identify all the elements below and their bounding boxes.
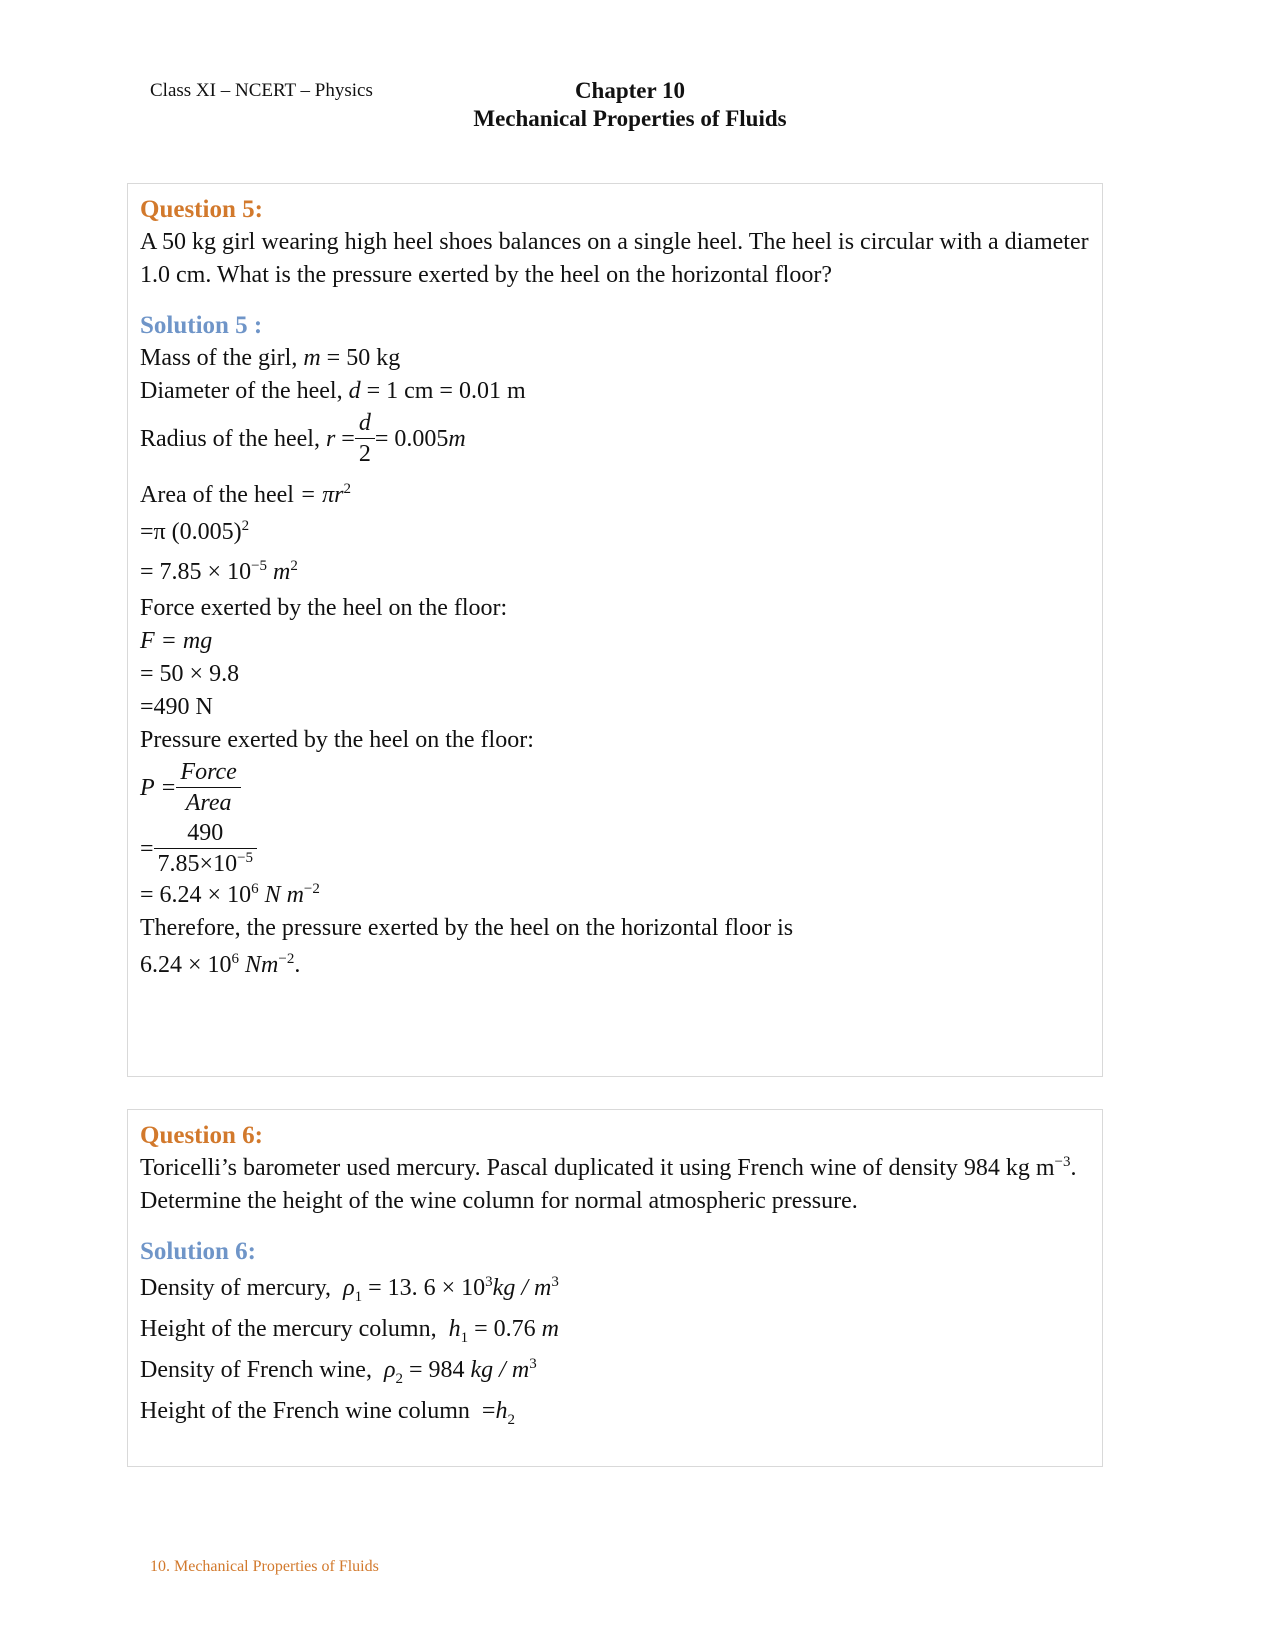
mercury-height-line: Height of the mercury column, $h_1 = 0.76$ m (140, 1316, 559, 1346)
question-6-title: Question 6: (140, 1122, 263, 1149)
solution-6-title: Solution 6: (140, 1238, 257, 1265)
pressure-substitution: = $\frac{490}{7.85\times 10^{-5}}$ (140, 818, 1090, 879)
diameter-line: Diameter of the heel, d = 1 cm = 0.01 m (140, 378, 526, 404)
force-value: =490 N (140, 694, 213, 720)
conclusion-value: $6.24 \times 10^6$ $Nm^{-2}$. (140, 951, 301, 978)
header-chapter (460, 77, 800, 133)
question-5-title: Question 5: (140, 196, 263, 223)
question-5-box (127, 183, 1103, 1077)
force-heading: Force exerted by the heel on the floor: (140, 595, 508, 621)
radius-line: Radius of the heel, r = $\frac{d}{2}$ = 0.005 m (140, 410, 466, 467)
force-formula: F = mg (140, 628, 213, 654)
pressure-formula: P = $\frac{\text{Force}}{\text{Area}}$ (140, 757, 1090, 818)
area-value: = $7.85 \times 10^{-5}$ $m^2$ (140, 558, 298, 585)
wine-density-line: Density of French wine, $\rho_2 = 984$ kg / $m^3$ (140, 1356, 537, 1387)
mercury-density-line: Density of mercury, $\rho_1 = 13$. $6 \times 10^3kg / m^3$ (140, 1274, 559, 1305)
wine-height-line: Height of the French wine column $=h_2$ (140, 1398, 515, 1428)
pressure-result: = $6.24 \times 10^6$ N $m^{-2}$ (140, 881, 320, 908)
question-6-box (127, 1109, 1103, 1467)
mass-line: Mass of the girl, m = 50 kg (140, 345, 401, 371)
question-6-text: Toricelli’s barometer used mercury. Pascal duplicated it using French wine of density 984 kg $m^{-3}$. Determine the height of the wine column for normal atmospheric pressure. (140, 1154, 1077, 1214)
page-footer: 10. Mechanical Properties of Fluids (150, 1558, 379, 1575)
area-line: Area of the heel = $\pi r^2$ (140, 481, 351, 508)
pressure-fraction: $\frac{\text{Force}}{\text{Area}}$ (176, 757, 240, 818)
force-substitution: = 50 × 9.8 (140, 661, 240, 687)
area-substitution: =π $(0.005)^2$ (140, 518, 250, 545)
pressure-sub-fraction: $\frac{490}{7.85\times 10^{-5}}$ (154, 818, 258, 879)
conclusion-text: Therefore, the pressure exerted by the heel on the horizontal floor is (140, 915, 794, 941)
radius-fraction: $\frac{d}{2}$ (355, 408, 375, 469)
question-5-text: A 50 kg girl wearing high heel shoes balances on a single heel. The heel is circular with a diameter 1.0 cm. What is the pressure exerted by the heel on the horizontal floor? (140, 229, 1089, 288)
header-course: Class XI – NCERT – Physics (150, 80, 373, 101)
solution-5-title: Solution 5 : (140, 312, 263, 339)
chapter-number: Chapter 10 (574, 78, 686, 103)
pressure-heading: Pressure exerted by the heel on the floor: (140, 727, 534, 753)
chapter-title: Mechanical Properties of Fluids (473, 106, 787, 131)
